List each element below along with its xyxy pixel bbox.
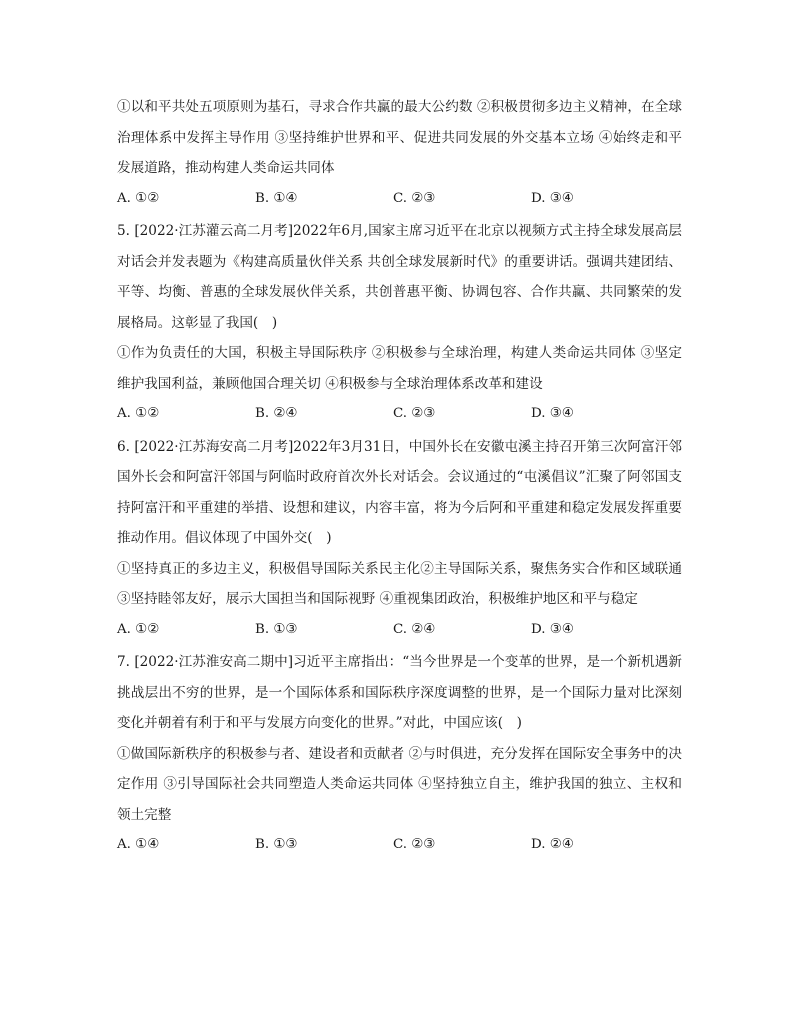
q6-option-d[interactable]: D. ③④: [531, 621, 574, 637]
q5-options: [117, 399, 682, 430]
q7-stem: 7. [2022·江苏淮安高二期中]习近平主席指出：“当今世界是一个变革的世界，是一个新机遇新挑战层出不穷的世界，是一个国际体系和国际秩序深度调整的世界，是一个国际力量对比深刻变化并朝着有利于和平与发展方向变化的世界。”对此，中国应该( ): [117, 654, 682, 731]
q7-option-b[interactable]: B. ①③: [255, 837, 298, 852]
q4-options: [117, 184, 682, 215]
q5-stem: 5. [2022·江苏灌云高二月考]2022年6月,国家主席习近平在北京以视频方式主持全球发展高层对话会并发表题为《构建高质量伙伴关系 共创全球发展新时代》的重要讲话。强调共建团结、平等、均衡、普惠的全球发展伙伴关系，共创普惠平衡、协调包容、合作共赢、共同繁荣的发展格局。这彰显了我国( ): [117, 223, 682, 331]
q6-option-a[interactable]: A. ①②: [117, 621, 160, 637]
q4-option-a[interactable]: A. ①②: [117, 190, 160, 206]
q5-option-c[interactable]: C. ②③: [393, 406, 436, 421]
q4-option-c[interactable]: C. ②③: [393, 190, 436, 206]
q7-statements: ①做国际新秩序的积极参与者、建设者和贡献者 ②与时俱进，充分发挥在国际安全事务中的决定作用 ③引导国际社会共同塑造人类命运共同体 ④坚持独立自主，维护我国的独立、主权和领土完整: [117, 745, 682, 823]
q5-option-b[interactable]: B. ②④: [255, 406, 298, 421]
q4-statements: ①以和平共处五项原则为基石，寻求合作共赢的最大公约数 ②积极贯彻多边主义精神，在全球治理体系中发挥主导作用 ③坚持维护世界和平、促进共同发展的外交基本立场 ④始终走和平发展道路，推动构建人类命运共同体: [117, 99, 682, 176]
q7-option-c[interactable]: C. ②③: [393, 837, 436, 852]
document-page: [117, 92, 682, 861]
q5-option-d[interactable]: D. ③④: [531, 406, 574, 421]
q5-option-a[interactable]: A. ①②: [117, 406, 160, 421]
q4-option-d[interactable]: D. ③④: [531, 190, 574, 206]
q6-option-c[interactable]: C. ②④: [393, 621, 436, 637]
q7-option-d[interactable]: D. ②④: [531, 837, 574, 852]
q6-option-b[interactable]: B. ①③: [255, 621, 298, 637]
q5-statements: ①作为负责任的大国，积极主导国际秩序 ②积极参与全球治理，构建人类命运共同体 ③坚定维护我国利益，兼顾他国合理关切 ④积极参与全球治理体系改革和建设: [117, 345, 682, 392]
q4-option-b[interactable]: B. ①④: [255, 190, 298, 206]
q7-option-a[interactable]: A. ①④: [117, 837, 160, 852]
q6-statements: ①坚持真正的多边主义，积极倡导国际关系民主化②主导国际关系，聚焦务实合作和区域联通 ③坚持睦邻友好，展示大国担当和国际视野 ④重视集团政治，积极维护地区和平与稳定: [117, 560, 682, 607]
q7-options: [117, 830, 682, 861]
q6-options: [117, 615, 682, 646]
q6-stem: 6. [2022·江苏海安高二月考]2022年3月31日，中国外长在安徽屯溪主持召开第三次阿富汗邻国外长会和阿富汗邻国与阿临时政府首次外长对话会。会议通过的“屯溪倡议”汇聚了阿邻国支持阿富汗和平重建的举措、设想和建议，内容丰富，将为今后阿和平重建和稳定发展发挥重要推动作用。倡议体现了中国外交( ): [117, 438, 682, 546]
